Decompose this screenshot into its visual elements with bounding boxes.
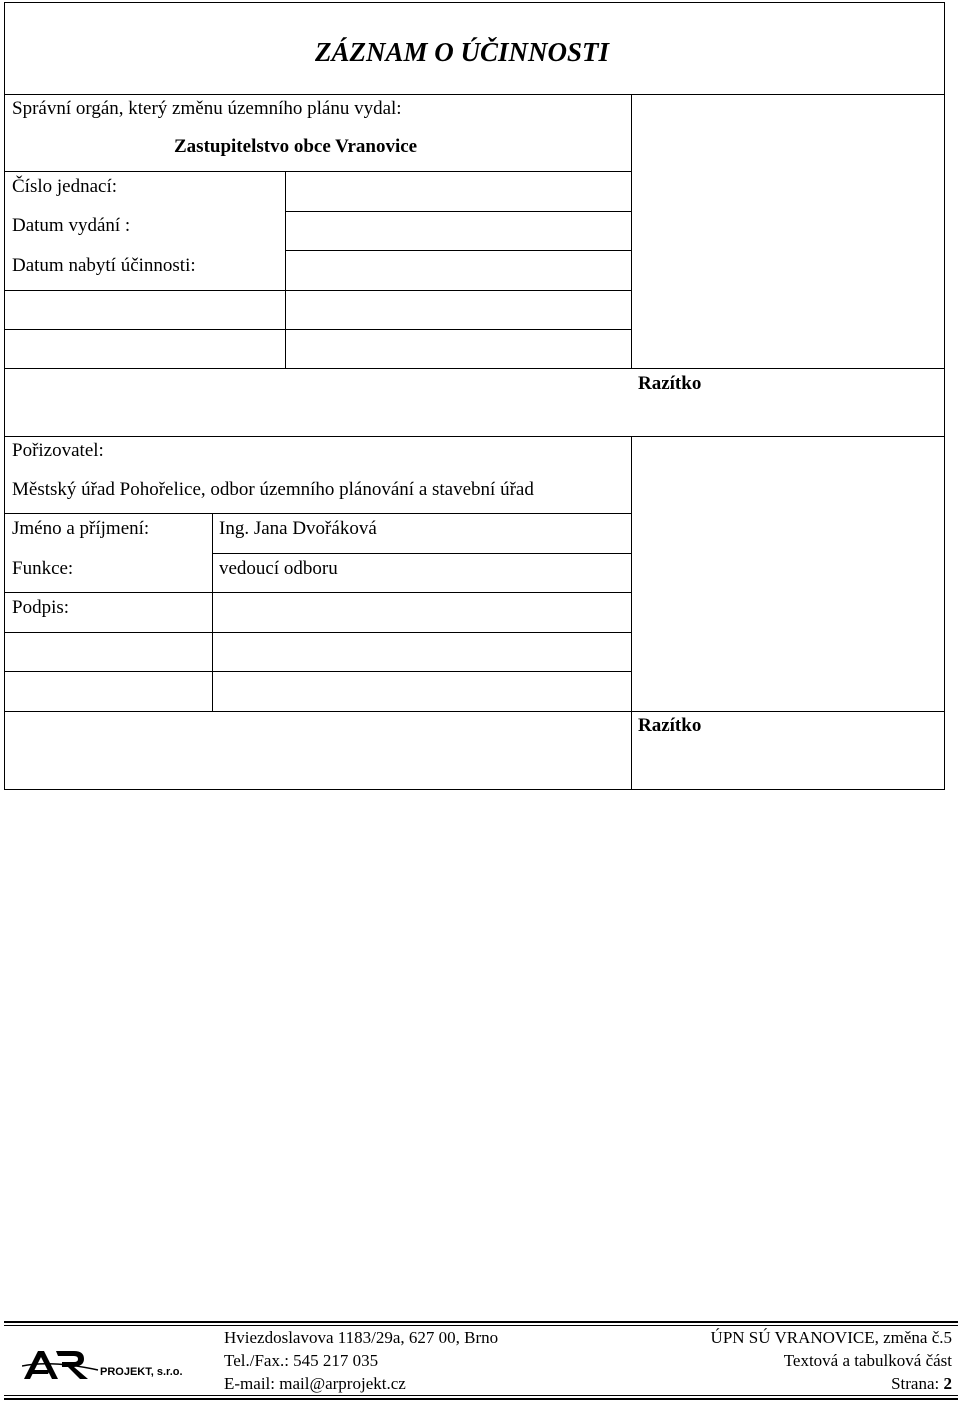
rule-section2-end (4, 711, 945, 712)
effective-date-label: Datum nabytí účinnosti: (12, 255, 196, 276)
function-value: vedoucí odboru (219, 558, 338, 579)
form-title: ZÁZNAM O ÚČINNOSTI (315, 37, 610, 67)
rule-name (212, 553, 632, 554)
footer-page-number: 2 (943, 1374, 952, 1393)
rule-function (4, 592, 632, 593)
divider-stamp1 (631, 94, 632, 369)
rule-authority (4, 171, 632, 172)
issue-date-label: Datum vydání : (12, 215, 131, 236)
rule-acquirer (4, 513, 632, 514)
footer-rule-top-thin (4, 1325, 958, 1326)
divider-section2 (212, 514, 213, 712)
rule-blank2 (4, 671, 632, 672)
footer-page (891, 1374, 952, 1394)
rule-section1-end (4, 368, 945, 369)
rule-ref (285, 211, 632, 212)
footer-page-label: Strana: (891, 1374, 944, 1393)
footer-address: Hviezdoslavova 1183/29a, 627 00, Brno (224, 1328, 499, 1347)
rule-signature (4, 632, 632, 633)
rule-title (4, 94, 945, 95)
rule-stamp1-end (4, 436, 945, 437)
footer-doc-part: Textová a tabulková část (783, 1351, 952, 1370)
footer-email: E-mail: mail@arprojekt.cz (224, 1374, 406, 1393)
divider-stamp2 (631, 436, 632, 790)
name-label: Jméno a příjmení: (12, 518, 150, 539)
ar-logo-icon (22, 1346, 100, 1382)
footer-phone: Tel./Fax.: 545 217 035 (224, 1351, 379, 1370)
stamp2-label: Razítko (638, 715, 702, 736)
footer-rule-top (4, 1321, 958, 1323)
divider-section1 (285, 172, 286, 369)
function-label: Funkce: (12, 558, 74, 579)
form-border-right (944, 2, 945, 790)
stamp1-label: Razítko (638, 373, 702, 394)
name-value: Ing. Jana Dvořáková (219, 518, 377, 539)
company-logo-text: PROJEKT, s.r.o. (100, 1366, 183, 1378)
footer-doc-title: ÚPN SÚ VRANOVICE, změna č.5 (710, 1328, 952, 1347)
ref-number-label: Číslo jednací: (12, 176, 118, 197)
acquirer-label: Pořizovatel: (12, 440, 104, 461)
form-border-top (4, 2, 945, 3)
company-logo (22, 1346, 100, 1382)
rule-blank1 (4, 329, 632, 330)
authority-label: Správní orgán, který změnu územního plánu vydal: (12, 98, 402, 119)
signature-label: Podpis: (12, 597, 70, 618)
footer-rule-bottom-thick (4, 1398, 958, 1400)
footer-rule-bottom (4, 1395, 958, 1396)
rule-issue (285, 250, 632, 251)
acquirer-name: Městský úřad Pohořelice, odbor územního plánování a stavební úřad (12, 479, 534, 500)
form-border-bottom (4, 789, 945, 790)
rule-effective (4, 290, 632, 291)
authority-name: Zastupitelstvo obce Vranovice (174, 136, 418, 157)
